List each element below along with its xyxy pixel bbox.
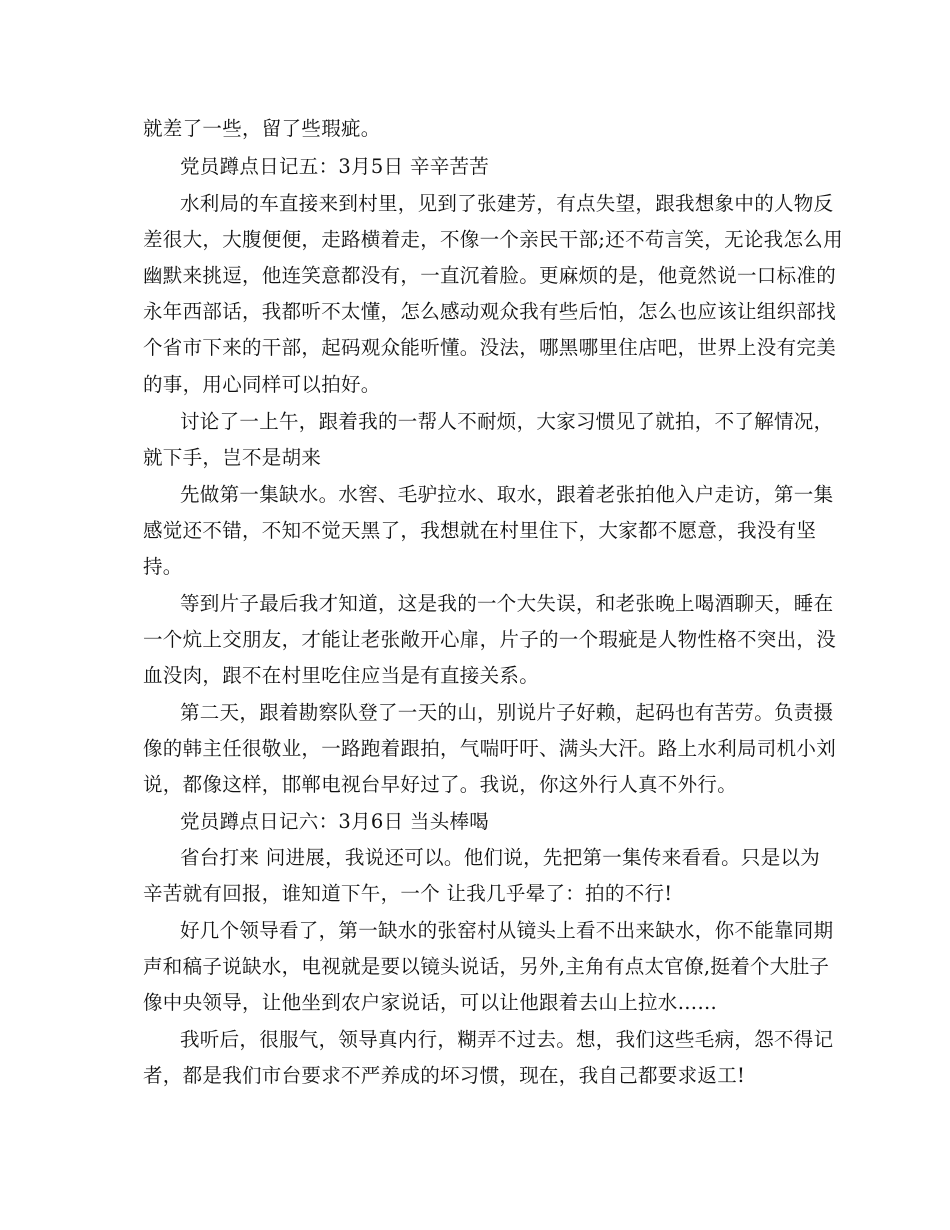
text-line: 感觉还不错，不知不觉天黑了，我想就在村里住下，大家都不愿意，我没有坚 — [143, 519, 817, 542]
text-line: 等到片子最后我才知道，这是我的一个大失误，和老张晚上喝酒聊天，睡在 — [180, 592, 834, 615]
text-line: 持。 — [143, 555, 183, 578]
text-line: 个省市下来的干部，起码观众能听懂。没法，哪黑哪里住店吧，世界上没有完美 — [143, 336, 837, 359]
text-line: 的事，用心同样可以拍好。 — [143, 373, 381, 396]
text-line: 差很大，大腹便便，走路横着走，不像一个亲民干部;还不苟言笑，无论我怎么用 — [143, 228, 843, 251]
diary-heading: 党员蹲点日记六：3月6日 当头棒喝 — [180, 810, 490, 833]
text-line: 像的韩主任很敬业，一路跑着跟拍，气喘吁吁、满头大汗。路上水利局司机小刘 — [143, 737, 837, 760]
text-line: 就差了一些，留了些瑕疵。 — [143, 117, 381, 140]
text-line: 一个炕上交朋友，才能让老张敞开心扉，片子的一个瑕疵是人物性格不突出，没 — [143, 628, 837, 651]
text-line: 省台打来 问进展，我说还可以。他们说，先把第一集传来看看。只是以为 — [180, 846, 821, 869]
text-line: 第二天，跟着勘察队登了一天的山，别说片子好赖，起码也有苦劳。负责摄 — [180, 701, 834, 724]
diary-heading: 党员蹲点日记五：3月5日 辛辛苦苦 — [180, 155, 490, 178]
text-line: 像中央领导，让他坐到农户家说话，可以让他跟着去山上拉水…… — [143, 991, 718, 1014]
text-line: 先做第一集缺水。水窖、毛驴拉水、取水，跟着老张拍他入户走访，第一集 — [180, 483, 834, 506]
text-line: 说，都像这样，邯郸电视台早好过了。我说，你这外行人真不外行。 — [143, 773, 738, 796]
text-line: 永年西部话，我都听不太懂，怎么感动观众我有些后怕，怎么也应该让组织部找 — [143, 300, 837, 323]
text-line: 我听后，很服气，领导真内行，糊弄不过去。想，我们这些毛病，怨不得记 — [180, 1028, 834, 1051]
text-line: 血没肉，跟不在村里吃住应当是有直接关系。 — [143, 664, 540, 687]
text-line: 辛苦就有回报，谁知道下午，一个 让我几乎晕了：拍的不行! — [143, 882, 673, 905]
text-line: 就下手，岂不是胡来 — [143, 446, 322, 469]
text-line: 讨论了一上午，跟着我的一帮人不耐烦，大家习惯见了就拍，不了解情况， — [180, 410, 834, 433]
text-line: 好几个领导看了，第一缺水的张窑村从镜头上看不出来缺水，你不能靠同期 — [180, 919, 834, 942]
text-line: 水利局的车直接来到村里，见到了张建芳，有点失望，跟我想象中的人物反 — [180, 192, 834, 215]
text-line: 者，都是我们市台要求不严养成的坏习惯，现在，我自己都要求返工! — [143, 1064, 746, 1087]
text-line: 幽默来挑逗，他连笑意都没有，一直沉着脸。更麻烦的是，他竟然说一口标准的 — [143, 264, 837, 287]
text-line: 声和稿子说缺水，电视就是要以镜头说话，另外,主角有点太官僚,挺着个大肚子 — [143, 955, 830, 978]
